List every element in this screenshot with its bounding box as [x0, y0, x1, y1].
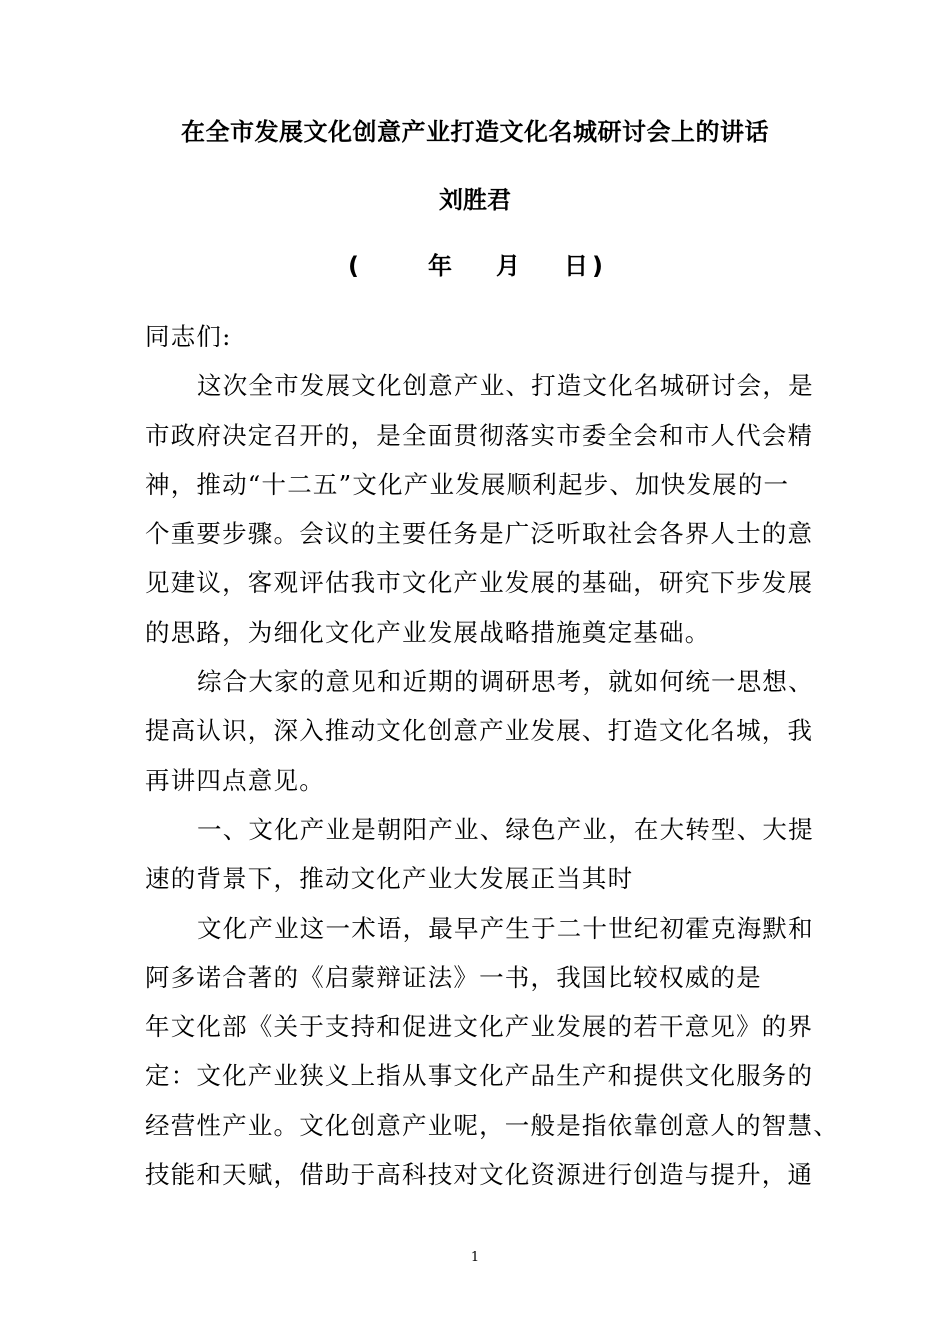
- body-line: 见建议，客观评估我市文化产业发展的基础，研究下步发展: [145, 568, 814, 598]
- document-title: 在全市发展文化创意产业打造文化名城研讨会上的讲话: [181, 118, 769, 146]
- date-month-label: 月: [496, 252, 520, 280]
- speech-body: [145, 312, 839, 1199]
- body-line: 阿多诺合著的《启蒙辩证法》一书，我国比较权威的是: [145, 962, 762, 992]
- body-line: 的思路，为细化文化产业发展战略措施奠定基础。: [145, 617, 711, 647]
- body-line: 再讲四点意见。: [145, 765, 325, 795]
- body-line: 市政府决定召开的，是全面贯彻落实市委全会和市人代会精: [145, 420, 814, 450]
- date-year-label: 年: [428, 252, 452, 280]
- body-line: 经营性产业。文化创意产业呢，一般是指依靠创意人的智慧、: [145, 1110, 839, 1140]
- salutation: 同志们:: [145, 322, 232, 351]
- section-heading-line: 速的背景下，推动文化产业大发展正当其时: [145, 864, 634, 894]
- body-line: 综合大家的意见和近期的调研思考，就如何统一思想、: [197, 667, 814, 697]
- date-line: [340, 246, 620, 286]
- date-day-label: 日: [564, 252, 588, 280]
- body-line: 定：文化产业狭义上指从事文化产品生产和提供文化服务的: [145, 1061, 814, 1091]
- page-number: 1: [470, 1250, 480, 1265]
- date-paren-close: ): [592, 252, 603, 280]
- author-name: 刘胜君: [439, 186, 511, 214]
- section-heading-line: 一、文化产业是朝阳产业、绿色产业，在大转型、大提: [197, 814, 814, 844]
- body-line: 这次全市发展文化创意产业、打造文化名城研讨会，是: [197, 371, 814, 401]
- body-line: 神，推动“十二五”文化产业发展顺利起步、加快发展的一: [145, 469, 790, 499]
- date-paren-open: (: [348, 252, 359, 280]
- body-line: 年文化部《关于支持和促进文化产业发展的若干意见》的界: [145, 1012, 814, 1042]
- body-line: 个重要步骤。会议的主要任务是广泛听取社会各界人士的意: [145, 519, 814, 549]
- body-line: 提高认识，深入推动文化创意产业发展、打造文化名城，我: [145, 716, 814, 746]
- body-line: 技能和天赋，借助于高科技对文化资源进行创造与提升，通: [145, 1160, 814, 1190]
- body-line: 文化产业这一术语，最早产生于二十世纪初霍克海默和: [197, 913, 814, 943]
